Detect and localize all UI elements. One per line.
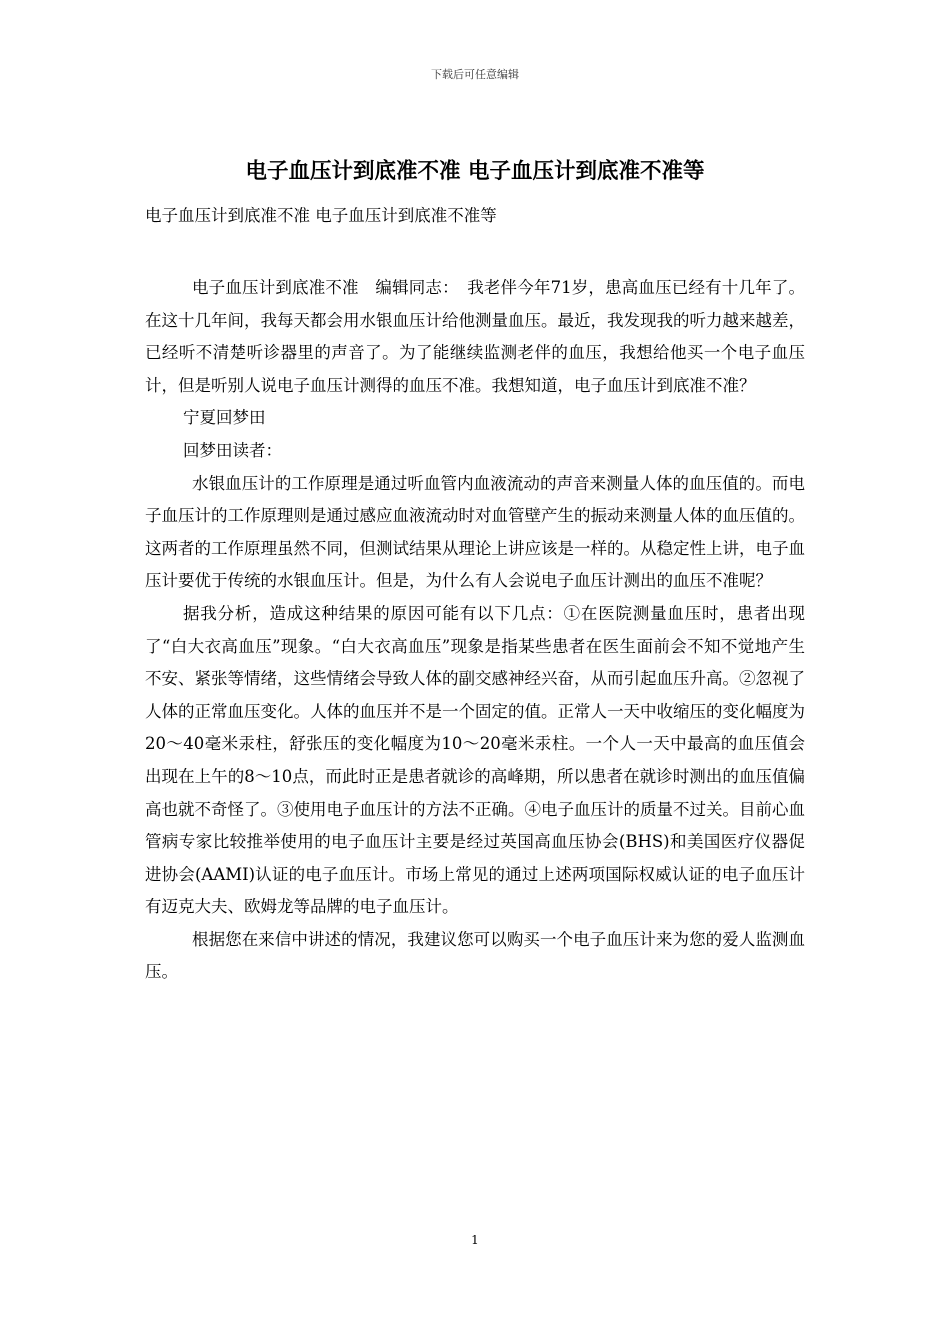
paragraph-salutation: 回梦田读者：	[183, 440, 282, 460]
page-number: 1	[471, 1233, 479, 1247]
document-subtitle: 电子血压计到底准不准 电子血压计到底准不准等	[145, 206, 497, 225]
paragraph-analysis: 据我分析，造成这种结果的原因可能有以下几点：①在医院测量血压时，患者出现了“白大衣高血压”现象。“白大衣高血压”现象是指某些患者在医生面前会不知不觉地产生不安、紧张等情绪，这些情绪会导致人体的副交感神经兴奋，从而引起血压升高。②忽视了人体的正常血压变化。人体的血压并不是一个固定的值。正常人一天中收缩压的变化幅度为20～40毫米汞柱，舒张压的变化幅度为10～20毫米汞柱。一个人一天中最高的血压值会出现在上午的8～10点，而此时正是患者就诊的高峰期，所以患者在就诊时测出的血压值偏高也就不奇怪了。③使用电子血压计的方法不正确。④电子血压计的质量不过关。目前心血管病专家比较推举使用的电子血压计主要是经过英国高血压协会(BHS)和美国医疗仪器促进协会(AAMI)认证的电子血压计。市场上常见的通过上述两项国际权威认证的电子血压计有迈克大夫、欧姆龙等品牌的电子血压计。	[145, 603, 805, 917]
document-body	[145, 272, 805, 989]
document-title: 电子血压计到底准不准 电子血压计到底准不准等	[245, 159, 705, 184]
paragraph-letter: 电子血压计到底准不准 编辑同志： 我老伴今年71岁，患高血压已经有十几年了。在这十几年间，我每天都会用水银血压计给他测量血压。最近，我发现我的听力越来越差，已经听不清楚听诊器里的声音了。为了能继续监测老伴的血压，我想给他买一个电子血压计，但是听别人说电子血压计测得的血压不准。我想知道，电子血压计到底准不准？	[145, 278, 805, 395]
paragraph-signature: 宁夏回梦田	[183, 408, 266, 428]
paragraph-advice: 根据您在来信中讲述的情况，我建议您可以购买一个电子血压计来为您的爱人监测血压。	[145, 929, 805, 982]
page-header-note: 下载后可任意编辑	[431, 68, 519, 81]
paragraph-principle: 水银血压计的工作原理是通过听血管内血液流动的声音来测量人体的血压值的。而电子血压计的工作原理则是通过感应血液流动时对血管壁产生的振动来测量人体的血压值的。这两者的工作原理虽然不同，但测试结果从理论上讲应该是一样的。从稳定性上讲，电子血压计要优于传统的水银血压计。但是，为什么有人会说电子血压计测出的血压不准呢？	[145, 473, 805, 591]
